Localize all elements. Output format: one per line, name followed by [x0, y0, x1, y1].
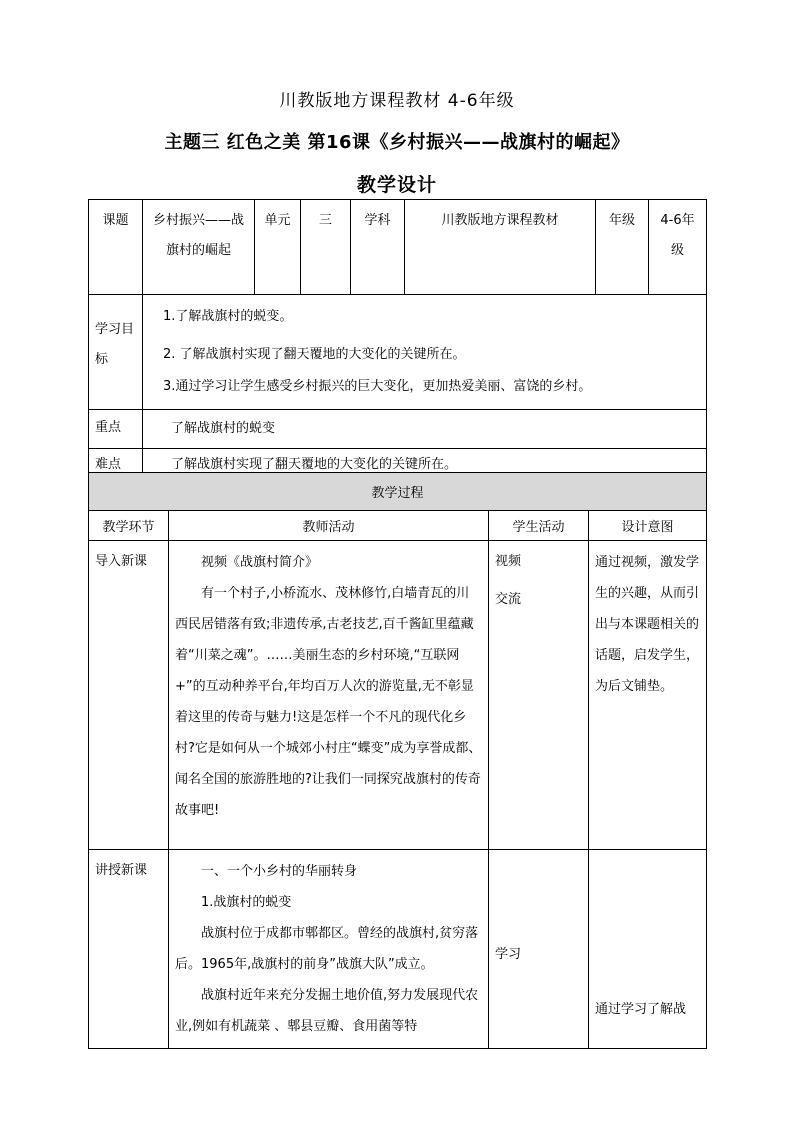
student-activity-video: 视频 — [495, 554, 522, 569]
header-intent: 设计意图 — [589, 511, 707, 541]
grade-value: 4-6年级 — [660, 213, 695, 258]
lecture-paragraph: 战旗村位于成都市郫都区。曾经的战旗村,贫穷落后。1965年,战旗村的前身”战旗大队”成立。 — [175, 926, 479, 972]
teacher-activity-intro: 有一个村子,小桥流水、茂林修竹,白墙青瓦的川西民居错落有致;非遗传承,古老技艺,百千酱缸里蕴藏着“川菜之魂”。……美丽生态的乡村环境,“互联网+”的互动种养平台,年均百万人次的游览量,无不彰显着这里的传奇与魅力!这是怎样一个不凡的现代化乡村?它是如何从一个城郊小村庄“蝶变”成为享誉成都、闻名全国的旅游胜地的?让我们一同探究战旗村的传奇故事吧! — [175, 586, 482, 818]
lesson-info-table — [88, 199, 707, 482]
teaching-process-table — [88, 472, 707, 1049]
goal-item: 3.通过学习让学生感受乡村振兴的巨大变化，更加热爱美丽、富饶的乡村。 — [163, 379, 592, 394]
unit-label: 单元 — [264, 213, 291, 228]
difficulty-label: 难点 — [95, 457, 122, 472]
lecture-subheading: 1.战旗村的蜕变 — [201, 895, 292, 910]
unit-value: 三 — [318, 213, 332, 228]
key-point-value: 了解战旗村的蜕变 — [171, 421, 276, 436]
header-stage: 教学环节 — [89, 511, 169, 541]
design-intent-lecture: 通过学习了解战 — [595, 1002, 687, 1017]
document-title: 教学设计 — [356, 174, 437, 196]
header-line-1: 川教版地方课程教材 4-6年级 — [279, 91, 515, 111]
lesson-label: 课题 — [102, 213, 129, 228]
goal-item: 2. 了解战旗村实现了翻天覆地的大变化的关键所在。 — [163, 347, 466, 362]
lecture-heading: 一、一个小乡村的华丽转身 — [201, 864, 358, 879]
student-activity-discuss: 交流 — [495, 592, 522, 607]
difficulty-value: 了解战旗村实现了翻天覆地的大变化的关键所在。 — [171, 457, 458, 472]
subject-value: 川教版地方课程教材 — [441, 213, 559, 228]
key-point-label: 重点 — [95, 420, 122, 435]
header-student: 学生活动 — [489, 511, 589, 541]
lecture-paragraph: 战旗村近年来充分发掘土地价值,努力发展现代农业,例如有机蔬菜 、郫县豆瓣、食用菌等特 — [175, 988, 479, 1034]
table-row — [89, 541, 707, 850]
goals-label: 学习目标 — [95, 322, 135, 367]
subject-label: 学科 — [364, 213, 391, 228]
header-teacher: 教师活动 — [169, 511, 489, 541]
grade-label: 年级 — [608, 213, 635, 228]
process-section-title: 教学过程 — [89, 473, 707, 511]
table-row — [89, 850, 707, 1049]
stage-lecture: 讲授新课 — [95, 863, 148, 878]
lesson-title: 主题三 红色之美 第16课《乡村振兴——战旗村的崛起》 — [164, 132, 630, 153]
goal-item: 1.了解战旗村的蜕变。 — [163, 309, 293, 324]
lesson-value: 乡村振兴——战旗村的崛起 — [152, 213, 244, 258]
design-intent-intro: 通过视频，激发学生的兴趣，从而引出与本课题相关的话题，启发学生，为后文铺垫。 — [595, 555, 700, 694]
video-title: 视频《战旗村简介》 — [201, 555, 319, 570]
stage-intro: 导入新课 — [95, 554, 148, 569]
student-activity-study: 学习 — [495, 947, 522, 962]
